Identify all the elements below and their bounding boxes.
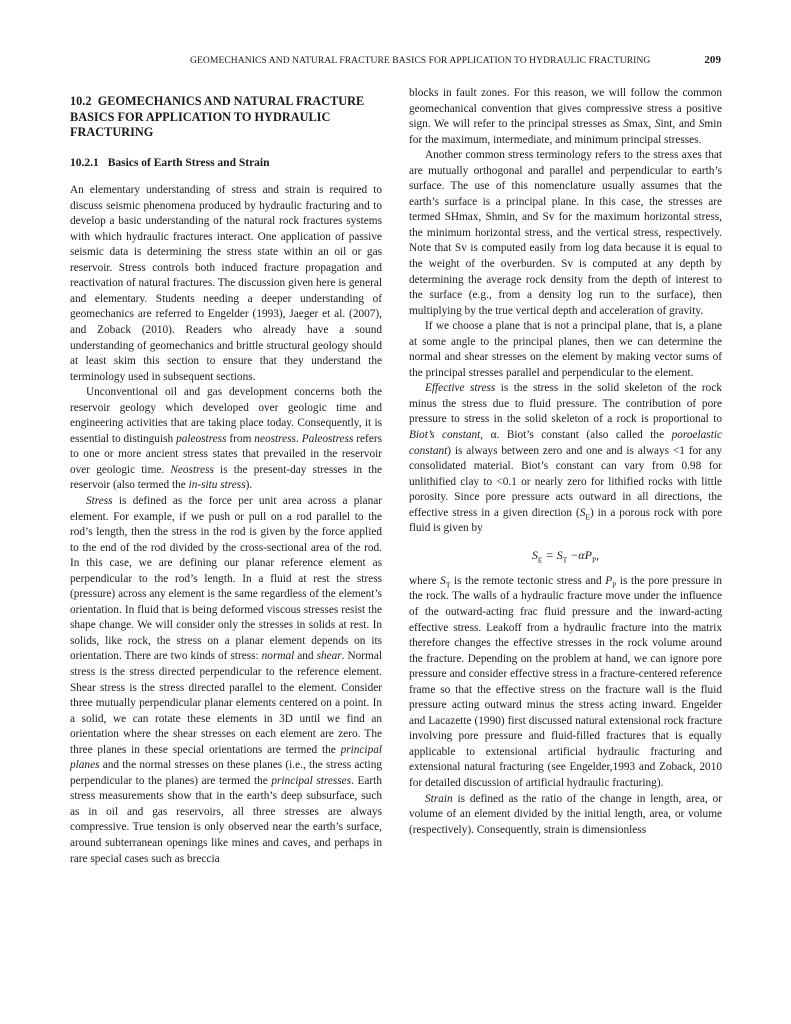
paragraph: An elementary understanding of stress and strain is required to discuss seismic phenomena produced by hydraulic fracturing and to develop a basic understanding of the natural rock fractures systems with which hydraulic fractures interact. One application of passive seismic data is determining the stress state within an oil or gas reservoir. Stress controls both induced fracture propagation and reactivation of natural fractures. The discussion given here is general and elementary. Students needing a deeper understanding of geomechanics are referred to Engelder (1993), Jaeger et al. (2007), and Zoback (2010). Readers who already have a sound understanding of geomechanics and brittle structural geology should at least skim this section to ensure that they understand the terminology used in subsequent sections.	[70, 184, 382, 383]
section-heading	[70, 94, 382, 141]
page-number: 209	[704, 54, 721, 66]
paragraph: Strain is defined as the ratio of the change in length, area, or volume of an element divided by the initial length, area, or volume (respectively). Consequently, strain is dimensionless	[409, 792, 722, 836]
paragraph: Unconventional oil and gas development concerns both the reservoir geology which developed over geologic time and engineering activities that are taking place today. Consequently, it is essential to distinguish paleostress from neostress. Paleostress refers to one or more ancient stress states that prevailed in the reservoir over geologic time. Neostress is the present-day stresses in the reservoir (also termed the in-situ stress).	[70, 386, 382, 492]
section-title: GEOMECHANICS AND NATURAL FRACTURE BASICS FOR APPLICATION TO HYDRAULIC FRACTURING	[70, 94, 365, 139]
right-column	[409, 86, 722, 838]
paragraph: If we choose a plane that is not a principal plane, that is, a plane at some angle to the principal planes, then we can determine the normal and shear stresses on the element by making vector sums of the principal stresses parallel and perpendicular to the element.	[409, 320, 722, 379]
paragraph: Another common stress terminology refers to the stress axes that are mutually orthogonal and parallel and perpendicular to earth’s surface. The use of this nomenclature usually assumes that the earth’s surface is a principal plane. In this case, the stresses are termed SHmax, Shmin, and Sv for the maximum horizontal stress, the minimum horizontal stress, and the vertical stress, respectively. Note that Sv is computed easily from log data because it is equal to the weight of the overburden. Sv is computed at any depth by determining the average rock density from the depth of interest to the surface (e.g., from a density log run to the surface), then multiplying by the true vertical depth and acceleration of gravity.	[409, 149, 722, 317]
paragraph: where $S_T$ is the remote tectonic stress and $P_P$ is the pore pressure in the rock. The walls of a hydraulic fracture move under the influence of the outward-acting frac fluid pressure and the inward-acting effective stress. Leakoff from a hydraulic fracture into the matrix therefore changes the effective stresses in the rock volume around the fracture. Depending on the problem at hand, we can ignore pore pressure and consider effective stress in a fracture-centered reference frame so that the effective stress on the fracture wall is the fluid pressure acting outward minus the stress acting inward. Engelder and Lacazette (1990) first discussed natural extensional rock fracture involving pore pressure and fluid-filled fractures that is equally applicable to extensional artificial hydraulic fracturing and extensional natural fracturing (see Engelder,1993 and Zoback, 2010 for detailed discussion of artificial hydraulic fracturing).	[409, 574, 723, 789]
subsection-title: Basics of Earth Stress and Strain	[107, 156, 270, 169]
paragraph: Stress is defined as the force per unit area across a planar element. For example, if we push or pull on a rod parallel to the rod’s length, then the stress in the rod is given by the force applied to the end of the rod divided by the cross-sectional area of the rod. In this case, we are defining our planar reference element as perpendicular to the rod’s length. In a fluid at rest the stress (pressure) across any element is the same regardless of the element’s orientation. In fluid that is being deformed viscous stresses resist the shape change. We will consider only the stresses in solids at rest. In solids, like rock, the stress on a planar element depends on its orientation. There are two kinds of stress: normal and shear. Normal stress is the stress directed perpendicular to the reference element. Shear stress is the stress directed parallel to the element. Consider three mutually perpendicular planar elements centered on a point. In a solid, we can rotate these elements in 3D until we find an orientation where the shear stresses on each element are zero. The three planes in these special orientations are termed the principal planes and the normal stresses on these planes (i.e., the stress acting perpendicular to the planes) are termed the principal stresses. Earth stress measurements show that in the earth’s deep subsurface, such as in oil and gas reservoirs, all three stresses are always compressive. True tension is only observed near the earth’s surface, around subterranean openings like mines and caves, and perhaps in rare special cases such as breccia	[70, 494, 382, 865]
running-header	[190, 55, 721, 66]
paragraph: Effective stress is the stress in the solid skeleton of the rock minus the stress due to fluid pressure. The contribution of pore pressure to stress in the solid skeleton of a rock is proportional to Biot’s constant, α. Biot’s constant (also called the poroelastic constant) is always between zero and one and is always <1 for any consolidated material. Biot’s constant can vary from 0.98 for unlithified clay to <0.1 or nearly zero for lithified rocks with little porosity. Since pore pressure acts outward in all directions, the effective stress in a given direction $(S_E)$ in a porous rock with pore fluid is given by	[409, 382, 722, 535]
section-number: 10.2	[70, 94, 92, 108]
subsection-heading	[70, 156, 382, 172]
paragraph: blocks in fault zones. For this reason, we will follow the common geomechanical convention that gives compressive stress a positive sign. We will refer to the principal stresses as Smax, Sint, and Smin for the maximum, intermediate, and minimum principal stresses.	[409, 87, 722, 146]
effective-stress-equation: $S_E = S_T -\alpha P_P$,	[531, 547, 600, 565]
left-column	[70, 86, 382, 867]
subsection-number: 10.2.1	[70, 156, 99, 169]
running-header-title: GEOMECHANICS AND NATURAL FRACTURE BASICS FOR APPLICATION TO HYDRAULIC FRACTURING	[190, 55, 651, 66]
